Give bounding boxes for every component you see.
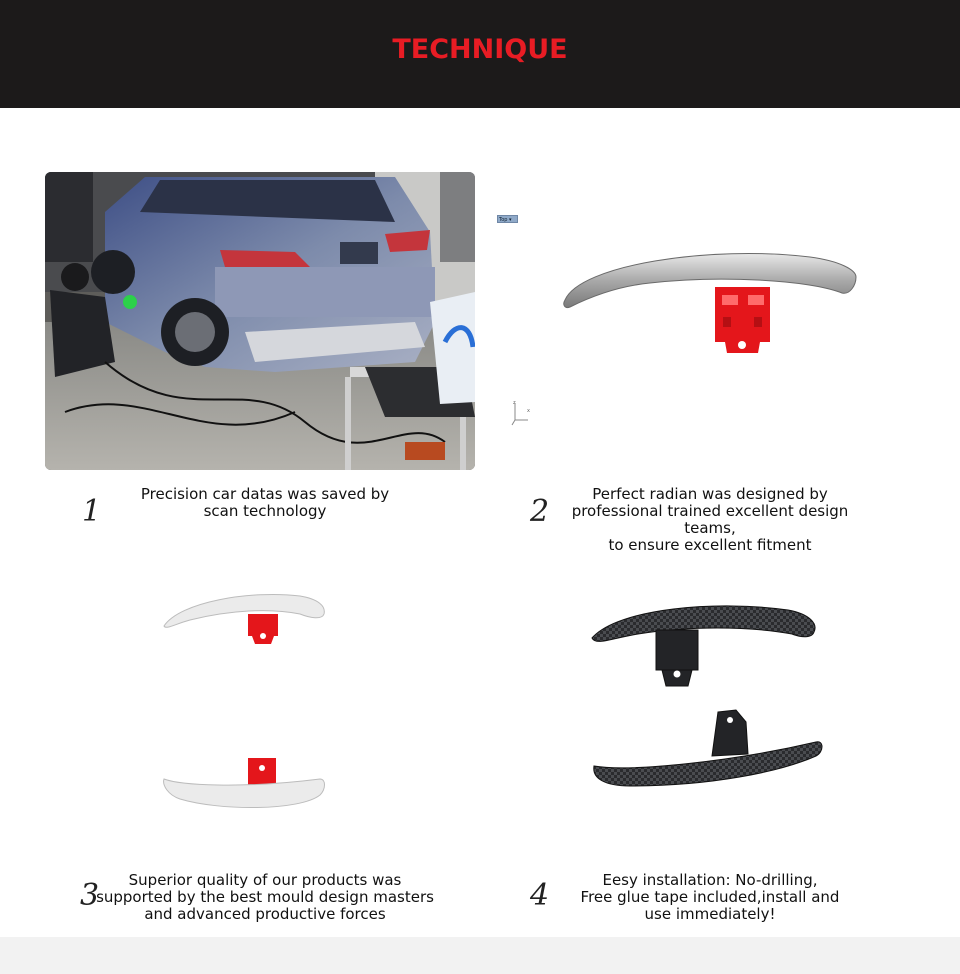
header-banner (0, 0, 960, 108)
step-2-line-3: to ensure excellent fitment (608, 536, 812, 554)
axis-gizmo-icon (510, 400, 532, 426)
step-3-line-1: Superior quality of our products was (128, 871, 402, 889)
page-title: TECHNIQUE (392, 34, 568, 65)
svg-text:z: z (513, 400, 516, 406)
step-3-caption (95, 872, 435, 923)
step-1-line-1: Precision car datas was saved by (140, 485, 390, 503)
cad-view-tag: Top ▾ (497, 215, 518, 223)
white-paddle-bottom (160, 755, 330, 813)
step-2-number: 2 (530, 494, 550, 529)
step-1-caption (120, 486, 410, 520)
step-4-line-2: Free glue tape included,install and (580, 888, 840, 906)
step-2-line-1: Perfect radian was designed by (592, 485, 828, 503)
step-2-caption (545, 486, 875, 554)
step-3-line-3: and advanced productive forces (144, 905, 386, 923)
step-2-line-2: professional trained excellent design teams, (571, 502, 849, 537)
step-3-number: 3 (80, 878, 100, 913)
carbon-paddle-top (588, 598, 820, 690)
step-4-line-1: Eesy installation: No-drilling, (602, 871, 818, 889)
carbon-paddle-bottom (590, 706, 826, 790)
step-4-line-3: use immediately! (644, 905, 776, 923)
svg-text:x: x (527, 408, 530, 414)
step-1-line-2: scan technology (203, 502, 327, 520)
step-4-caption (560, 872, 860, 923)
white-paddle-top (160, 588, 330, 648)
cad-paddle-render (560, 245, 860, 360)
step-4-number: 4 (530, 878, 550, 913)
footer-band (0, 937, 960, 974)
step-3-line-2: supported by the best mould design masters (96, 888, 434, 906)
scan-photo (45, 172, 475, 470)
step-1-number: 1 (82, 494, 102, 529)
